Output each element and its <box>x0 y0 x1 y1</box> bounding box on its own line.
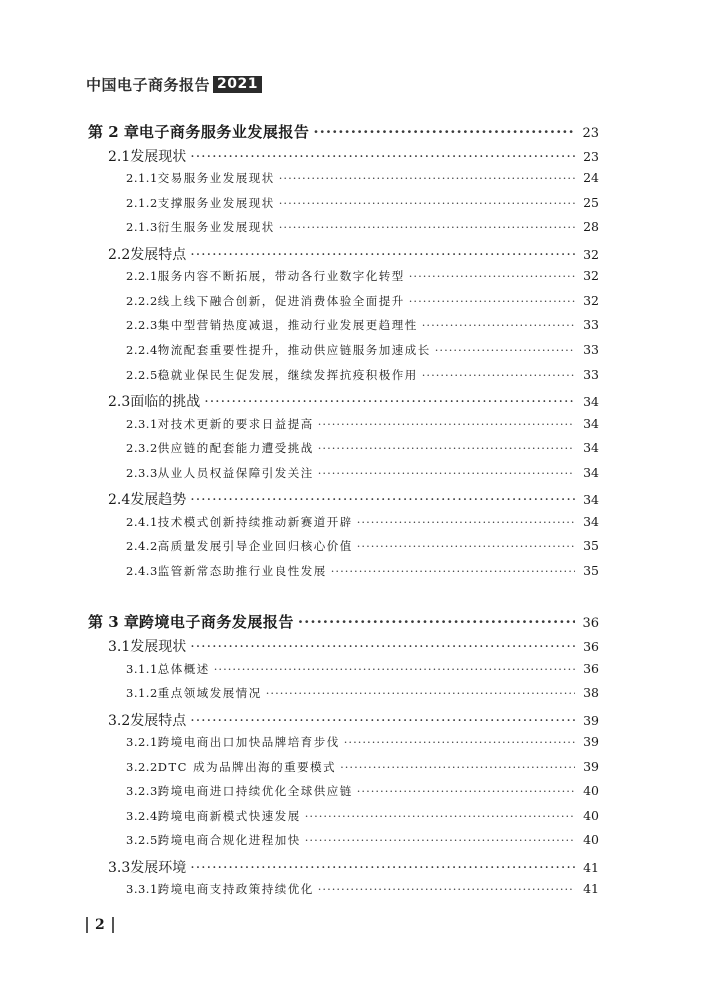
toc-entry-number: 3.1.2 <box>126 686 158 700</box>
toc-entry-section <box>108 489 599 509</box>
toc-entry-page: 25 <box>583 195 599 210</box>
toc-entry-title: 支撑服务业发展现状 <box>157 196 275 210</box>
toc-dot-leader <box>357 784 575 798</box>
toc-dot-leader <box>344 735 575 749</box>
toc-dot-leader <box>318 466 575 480</box>
page-number: 2 <box>95 917 105 933</box>
toc-entry-number: 2.2.1 <box>126 269 158 283</box>
toc-entry-chapter <box>88 611 599 631</box>
toc-entry-page: 32 <box>583 268 599 283</box>
toc-entry-page: 34 <box>583 465 599 480</box>
toc-dot-leader <box>190 860 575 876</box>
toc-dot-leader <box>214 662 575 676</box>
toc-entry-page: 34 <box>583 514 599 529</box>
toc-dot-leader <box>331 564 575 578</box>
toc-entry-sub <box>126 293 599 313</box>
toc-entry-title: 发展特点 <box>130 713 187 729</box>
toc-entry-sub <box>126 538 599 558</box>
toc-entry-title: 跨境电商合规化进程加快 <box>157 833 301 847</box>
toc-dot-leader <box>298 613 575 631</box>
toc-entry-title: 发展环境 <box>130 860 187 876</box>
toc-entry-title: 跨境电子商务发展报告 <box>138 613 294 631</box>
toc-entry-sub <box>126 759 599 779</box>
toc-entry-number: 2.4.2 <box>126 539 158 553</box>
toc-entry-sub <box>126 881 599 901</box>
toc-entry-title: 跨境电商出口加快品牌培育步伐 <box>157 735 340 749</box>
header-title: 中国电子商务报告 <box>86 76 211 94</box>
toc-entry-number: 3.2.1 <box>126 735 158 749</box>
toc-entry-number: 2.2.3 <box>126 318 158 332</box>
toc-entry-page: 34 <box>583 440 599 455</box>
toc-entry-section <box>108 391 599 411</box>
toc-entry-page: 33 <box>583 342 599 357</box>
toc-entry-sub <box>126 783 599 803</box>
toc-entry-page: 23 <box>583 149 599 164</box>
toc-entry-title: 面临的挑战 <box>130 394 201 410</box>
toc-entry-title: 总体概述 <box>157 662 210 676</box>
toc-entry-title: 重点领域发展情况 <box>157 686 262 700</box>
toc-entry-section <box>108 146 599 166</box>
toc-dot-leader <box>340 760 575 774</box>
toc-entry-title: 线上线下融合创新，促进消费体验全面提升 <box>157 294 405 308</box>
toc-entry-page: 35 <box>583 563 599 578</box>
page-footer <box>86 917 114 933</box>
toc-entry-page: 38 <box>583 685 599 700</box>
toc-entry-sub <box>126 563 599 583</box>
toc-entry-page: 41 <box>583 881 599 896</box>
toc-entry-sub <box>126 367 599 387</box>
toc-entry-title: 发展趋势 <box>130 492 187 508</box>
toc-dot-leader <box>204 394 575 410</box>
toc-entry-title: 高质量发展引导企业回归核心价值 <box>157 539 353 553</box>
toc-entry-section <box>108 244 599 264</box>
toc-entry-title: 交易服务业发展现状 <box>157 171 275 185</box>
toc-entry-page: 34 <box>583 416 599 431</box>
toc-entry-sub <box>126 219 599 239</box>
toc-entry-title: DTC 成为品牌出海的重要模式 <box>157 760 337 774</box>
toc-entry-number: 3.2.2 <box>126 760 158 774</box>
running-header <box>86 74 262 95</box>
toc-entry-sub <box>126 514 599 534</box>
toc-entry-sub <box>126 416 599 436</box>
toc-entry-title: 稳就业保民生促发展，继续发挥抗疫积极作用 <box>157 368 418 382</box>
toc-entry-page: 39 <box>583 713 599 728</box>
toc-entry-sub <box>126 195 599 215</box>
toc-entry-sub <box>126 342 599 362</box>
toc-entry-page: 39 <box>583 759 599 774</box>
toc-entry-page: 40 <box>583 783 599 798</box>
toc-entry-number: 2.3.1 <box>126 417 158 431</box>
toc-entry-number: 3.2.4 <box>126 809 158 823</box>
toc-dot-leader <box>305 833 575 847</box>
toc-dot-leader <box>190 713 575 729</box>
toc-entry-sub <box>126 734 599 754</box>
toc-entry-page: 23 <box>582 126 599 141</box>
footer-bar-right <box>112 917 114 933</box>
toc-entry-page: 24 <box>583 170 599 185</box>
toc-entry-section <box>108 636 599 656</box>
toc-entry-number: 3.3 <box>108 860 131 876</box>
footer-bar-left <box>86 917 88 933</box>
toc-entry-title: 从业人员权益保障引发关注 <box>157 466 314 480</box>
toc-entry-title: 跨境电商进口持续优化全球供应链 <box>157 784 353 798</box>
toc-dot-leader <box>409 269 575 283</box>
toc-entry-number: 2.1.2 <box>126 196 158 210</box>
toc-entry-title: 服务内容不断拓展，带动各行业数字化转型 <box>157 269 405 283</box>
toc-entry-number: 3.2.5 <box>126 833 158 847</box>
toc-entry-page: 28 <box>583 219 599 234</box>
toc-dot-leader <box>409 294 575 308</box>
toc-entry-sub <box>126 808 599 828</box>
toc-entry-title: 发展特点 <box>130 247 187 263</box>
toc-entry-sub <box>126 832 599 852</box>
toc-entry-page: 34 <box>583 394 599 409</box>
toc-entry-number: 第 2 章 <box>88 123 139 141</box>
toc-dot-leader <box>190 639 575 655</box>
toc-entry-sub <box>126 170 599 190</box>
toc-entry-number: 2.3.2 <box>126 441 158 455</box>
toc-entry-number: 3.2 <box>108 713 131 729</box>
toc-entry-page: 33 <box>583 367 599 382</box>
toc-entry-title: 集中型营销热度减退，推动行业发展更趋理性 <box>157 318 418 332</box>
toc-dot-leader <box>279 196 575 210</box>
toc-entry-title: 技术模式创新持续推动新赛道开辟 <box>157 515 353 529</box>
toc-entry-section <box>108 710 599 730</box>
toc-entry-page: 39 <box>583 734 599 749</box>
toc-entry-title: 监管新常态助推行业良性发展 <box>157 564 327 578</box>
toc-dot-leader <box>190 492 575 508</box>
toc-entry-number: 2.2 <box>108 247 131 263</box>
toc-entry-sub <box>126 465 599 485</box>
toc-entry-number: 第 3 章 <box>88 613 139 631</box>
toc-dot-leader <box>190 149 575 165</box>
toc-dot-leader <box>422 318 575 332</box>
toc-entry-title: 发展现状 <box>130 149 187 165</box>
toc-dot-leader <box>435 343 575 357</box>
toc-entry-number: 2.2.5 <box>126 368 158 382</box>
toc-dot-leader <box>357 515 575 529</box>
toc-dot-leader <box>279 171 575 185</box>
toc-entry-page: 41 <box>583 860 599 875</box>
toc-entry-number: 2.4.3 <box>126 564 158 578</box>
toc-entry-page: 34 <box>583 492 599 507</box>
toc-dot-leader <box>318 417 575 431</box>
toc-entry-number: 2.1 <box>108 149 131 165</box>
toc-entry-section <box>108 857 599 877</box>
toc-entry-sub <box>126 317 599 337</box>
toc-entry-page: 35 <box>583 538 599 553</box>
toc-dot-leader <box>266 686 575 700</box>
toc-entry-page: 36 <box>582 616 599 631</box>
toc-entry-number: 3.1 <box>108 639 131 655</box>
toc-entry-title: 对技术更新的要求日益提高 <box>157 417 314 431</box>
toc-entry-sub <box>126 685 599 705</box>
toc-entry-number: 3.3.1 <box>126 882 158 896</box>
toc-entry-number: 2.1.3 <box>126 220 158 234</box>
toc-entry-number: 2.4 <box>108 492 131 508</box>
toc-entry-number: 2.3 <box>108 394 131 410</box>
toc-entry-title: 衍生服务业发展现状 <box>157 220 275 234</box>
toc-entry-number: 2.2.2 <box>126 294 158 308</box>
toc-entry-page: 36 <box>583 639 599 654</box>
toc-entry-title: 供应链的配套能力遭受挑战 <box>157 441 314 455</box>
toc-dot-leader <box>318 441 575 455</box>
header-year: 2021 <box>213 76 262 93</box>
toc-entry-page: 40 <box>583 832 599 847</box>
toc-entry-title: 跨境电商新模式快速发展 <box>157 809 301 823</box>
toc-dot-leader <box>313 123 575 141</box>
toc-dot-leader <box>318 882 575 896</box>
toc-entry-title: 跨境电商支持政策持续优化 <box>157 882 314 896</box>
toc-entry-number: 2.2.4 <box>126 343 158 357</box>
toc-entry-number: 2.4.1 <box>126 515 158 529</box>
toc-entry-title: 电子商务服务业发展报告 <box>138 123 310 141</box>
toc-entry-chapter <box>88 121 599 141</box>
toc-entry-sub <box>126 440 599 460</box>
toc-entry-number: 2.1.1 <box>126 171 158 185</box>
toc-dot-leader <box>357 539 575 553</box>
toc-entry-number: 2.3.3 <box>126 466 158 480</box>
toc-entry-number: 3.1.1 <box>126 662 158 676</box>
toc-dot-leader <box>190 247 575 263</box>
toc-entry-number: 3.2.3 <box>126 784 158 798</box>
toc-entry-page: 36 <box>583 661 599 676</box>
toc-dot-leader <box>305 809 575 823</box>
toc-entry-title: 发展现状 <box>130 639 187 655</box>
toc-entry-page: 40 <box>583 808 599 823</box>
toc-entry-page: 32 <box>583 247 599 262</box>
toc-entry-title: 物流配套重要性提升，推动供应链服务加速成长 <box>157 343 431 357</box>
toc-dot-leader <box>422 368 575 382</box>
toc-entry-sub <box>126 661 599 681</box>
toc-entry-page: 32 <box>583 293 599 308</box>
toc-entry-sub <box>126 268 599 288</box>
toc-dot-leader <box>279 220 575 234</box>
toc-entry-page: 33 <box>583 317 599 332</box>
